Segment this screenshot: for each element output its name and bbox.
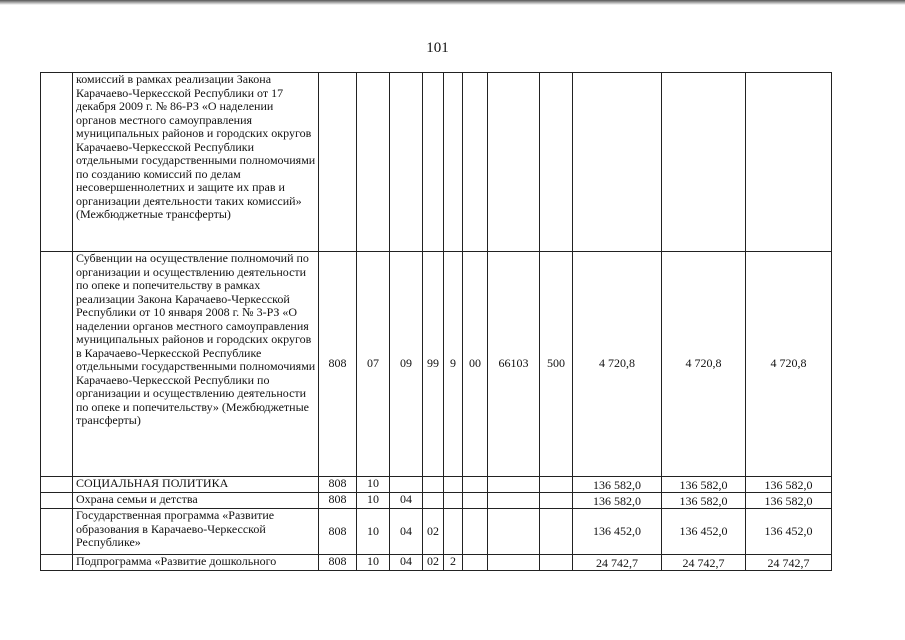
ved-code: 808 (319, 252, 357, 477)
program-code: 02 (423, 509, 444, 555)
sum-year-3: 24 742,7 (746, 555, 832, 571)
measure-code (463, 477, 488, 493)
expense-type-code (540, 73, 573, 252)
ved-code (319, 73, 357, 252)
table-row (41, 252, 832, 477)
measure-code (463, 493, 488, 509)
ved-code: 808 (319, 477, 357, 493)
sum-year-1: 4 720,8 (573, 252, 662, 477)
program-code: 02 (423, 555, 444, 571)
row-name: Государственная программа «Развитие образования в Карачаево-Черкесской Республике» (73, 509, 319, 555)
sum-year-3 (746, 73, 832, 252)
measure-code: 00 (463, 252, 488, 477)
program-code (423, 477, 444, 493)
measure-code (463, 509, 488, 555)
row-number-cell (41, 252, 73, 477)
budget-table (40, 72, 832, 571)
direction-code (488, 477, 540, 493)
sum-year-2: 136 452,0 (662, 509, 746, 555)
row-name: Подпрограмма «Развитие дошкольного (73, 555, 319, 571)
subprogram-code (444, 509, 463, 555)
row-name: Охрана семьи и детства (73, 493, 319, 509)
program-code: 99 (423, 252, 444, 477)
row-number-cell (41, 493, 73, 509)
direction-code: 66103 (488, 252, 540, 477)
sum-year-1: 136 452,0 (573, 509, 662, 555)
subsection-code: 04 (390, 493, 423, 509)
subsection-code (390, 477, 423, 493)
sum-year-3: 4 720,8 (746, 252, 832, 477)
sum-year-1: 24 742,7 (573, 555, 662, 571)
page-number: 101 (426, 40, 449, 56)
table-row (41, 477, 832, 493)
sum-year-3: 136 582,0 (746, 493, 832, 509)
section-code: 10 (357, 477, 390, 493)
section-code: 07 (357, 252, 390, 477)
expense-type-code (540, 493, 573, 509)
program-code (423, 73, 444, 252)
table-row (41, 493, 832, 509)
ved-code: 808 (319, 555, 357, 571)
scan-top-edge (0, 0, 905, 5)
expense-type-code (540, 555, 573, 571)
direction-code (488, 555, 540, 571)
section-code: 10 (357, 493, 390, 509)
section-code: 10 (357, 509, 390, 555)
subsection-code: 04 (390, 555, 423, 571)
subprogram-code (444, 493, 463, 509)
row-name: СОЦИАЛЬНАЯ ПОЛИТИКА (73, 477, 319, 493)
measure-code (463, 555, 488, 571)
subprogram-code: 9 (444, 252, 463, 477)
table-row (41, 509, 832, 555)
row-number-cell (41, 555, 73, 571)
expense-type-code (540, 477, 573, 493)
sum-year-3: 136 452,0 (746, 509, 832, 555)
section-code: 10 (357, 555, 390, 571)
direction-code (488, 493, 540, 509)
program-code (423, 493, 444, 509)
sum-year-2 (662, 73, 746, 252)
sum-year-2: 24 742,7 (662, 555, 746, 571)
subsection-code: 09 (390, 252, 423, 477)
measure-code (463, 73, 488, 252)
table-row (41, 73, 832, 252)
sum-year-3: 136 582,0 (746, 477, 832, 493)
sum-year-1: 136 582,0 (573, 493, 662, 509)
expense-type-code (540, 509, 573, 555)
sum-year-2: 136 582,0 (662, 477, 746, 493)
row-number-cell (41, 509, 73, 555)
ved-code: 808 (319, 509, 357, 555)
row-name: Субвенции на осуществление полномочий по организации и осуществлению деятельности по опеке и попечительству в рамках реализации Закона Карачаево-Черкесской Республики от 10 января 2008 г. № 3-РЗ «О наделении органов местного самоуправления муниципальных районов и городских округов в Карачаево-Черкесской Республике отдельными государственными полномочиями Карачаево-Черкесской Республики по организации и осуществлению деятельности по опеке и попечительству» (Межбюджетные трансферты) (73, 252, 319, 477)
direction-code (488, 73, 540, 252)
sum-year-2: 4 720,8 (662, 252, 746, 477)
subprogram-code (444, 73, 463, 252)
sum-year-1: 136 582,0 (573, 477, 662, 493)
row-number-cell (41, 477, 73, 493)
sum-year-2: 136 582,0 (662, 493, 746, 509)
subsection-code: 04 (390, 509, 423, 555)
direction-code (488, 509, 540, 555)
subprogram-code: 2 (444, 555, 463, 571)
ved-code: 808 (319, 493, 357, 509)
subprogram-code (444, 477, 463, 493)
sum-year-1 (573, 73, 662, 252)
row-number-cell (41, 73, 73, 252)
table-row (41, 555, 832, 571)
section-code (357, 73, 390, 252)
expense-type-code: 500 (540, 252, 573, 477)
subsection-code (390, 73, 423, 252)
row-name: комиссий в рамках реализации Закона Карачаево-Черкесской Республики от 17 декабря 2009 г. № 86-РЗ «О наделении органов местного самоуправления муниципальных районов и городских округов Карачаево-Черкесской Республики отдельными государственными полномочиями по созданию комиссий по делам несовершеннолетних и защите их прав и организации деятельности таких комиссий» (Межбюджетные трансферты) (73, 73, 319, 252)
